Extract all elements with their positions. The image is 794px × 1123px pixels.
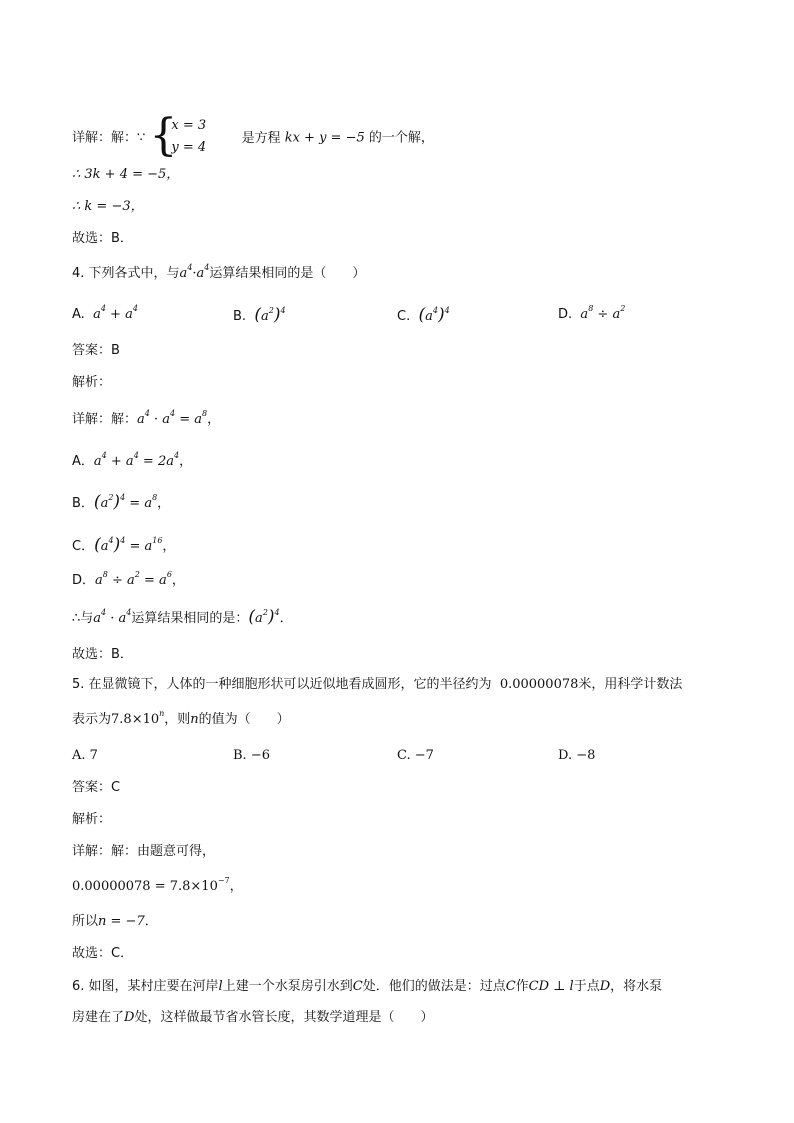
step-line-2: ∴ k = −3，: [72, 199, 144, 214]
question-4-analysis: 解析：: [72, 375, 112, 390]
question-4-conclusion: ∴与$a^4 \cdot a^4$运算结果相同的是：$(a^2)^4$．: [72, 607, 293, 627]
left-brace: {: [149, 110, 178, 161]
question-4-eq-d: D．$a^8 \div a^2 = a^6$，: [72, 570, 185, 588]
question-6-stem-line-1: 6. 如图，某村庄要在河岸l上建一个水泵房引水到C处．他们的做法是：过点C作CD ⊥ l于点D，将水泵: [72, 979, 663, 994]
question-6-stem-line-2: 房建在了D处，这样做最节省水管长度，其数学道理是（ ）: [72, 1010, 434, 1025]
question-4-eq-b: B．$(a^2)^4 = a^8$，: [72, 492, 171, 512]
question-5-stem-line-2: 表示为$7.8\times 10^n$，则n的值为（ ）: [72, 709, 290, 727]
question-5-answer-chosen: 故选：C．: [72, 946, 134, 961]
question-4-detail: 详解：解：$a^4 \cdot a^4 = a^8$，: [72, 409, 221, 427]
question-5-option-c[interactable]: C. −7: [397, 748, 434, 763]
question-4-eq-c: C．$(a^4)^4 = a^{16}$，: [72, 535, 176, 555]
question-4-option-d[interactable]: D. $a^8 \div a^2$: [558, 304, 626, 322]
question-5-stem-line-1: 5. 在显微镜下，人体的一种细胞形状可以近似地看成圆形，它的半径约为 0.00000078米，用科学计数法: [72, 677, 683, 692]
question-5-detail: 详解：解：由题意可得，: [72, 844, 216, 859]
system-equation-1: x = 3: [171, 118, 207, 133]
question-5-equation: $0.00000078 = 7.8\times 10^{-7}$，: [72, 876, 243, 894]
question-4-option-b[interactable]: B. $(a^2)^4$: [233, 305, 286, 325]
system-equation-2: y = 4: [171, 140, 207, 155]
question-5-option-d[interactable]: D. −8: [558, 748, 596, 763]
question-4-option-a[interactable]: A. $a^4 + a^4$: [72, 304, 138, 322]
question-5-option-b[interactable]: B. −6: [233, 748, 270, 763]
step-line-1: ∴ 3k + 4 = −5，: [72, 167, 180, 182]
question-4-eq-a: A．$a^4 + a^4 = 2a^4$，: [72, 451, 193, 469]
question-4-answer-chosen: 故选：B．: [72, 647, 133, 662]
question-5-result: 所以n = −7．: [72, 914, 158, 929]
question-4-stem: 4. 下列各式中，与$a^4\cdot a^4$运算结果相同的是（ ）: [72, 263, 366, 281]
question-5-option-a[interactable]: A. 7: [72, 748, 98, 763]
expr-a4-dot-a4: $a^4\cdot a^4$: [179, 263, 210, 281]
question-5-analysis: 解析：: [72, 812, 112, 827]
answer-chosen: 故选：B．: [72, 231, 133, 246]
detail-line-system: 详解：解：∵ { x = 3 y = 4 是方程 kx + y = −5 的一个解，: [72, 110, 434, 161]
question-5-answer: 答案：C: [72, 780, 121, 795]
target-equation: kx + y = −5: [284, 130, 365, 146]
question-4-option-c[interactable]: C. $(a^4)^4$: [397, 305, 450, 325]
question-4-answer: 答案：B: [72, 343, 120, 358]
equation-system: [149, 110, 257, 161]
